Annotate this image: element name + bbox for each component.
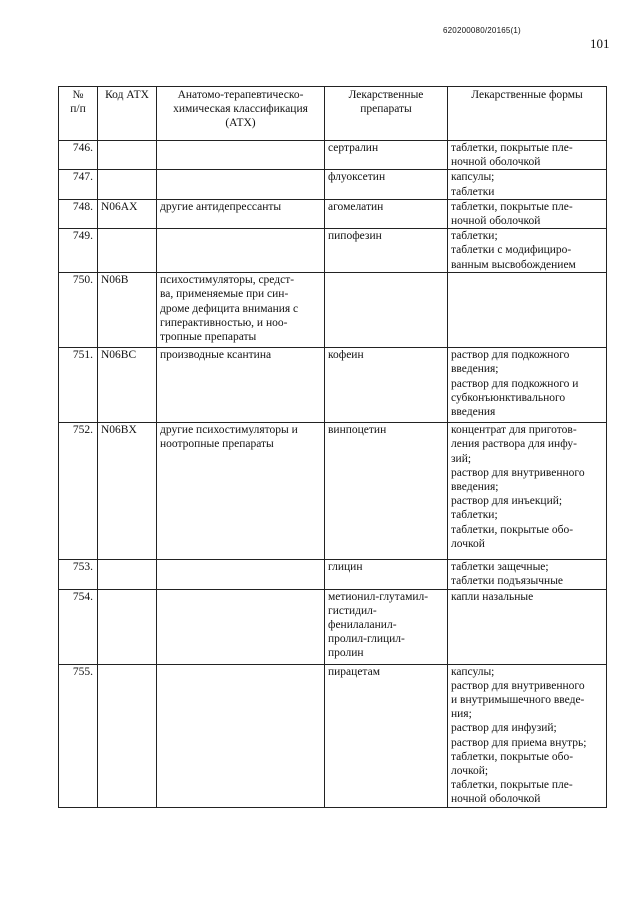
header-drugs: Лекарственные препараты (325, 87, 448, 141)
drug-classification-table (58, 86, 607, 808)
atc-class (157, 141, 325, 170)
row-number: 751. (59, 348, 98, 423)
dosage-forms: таблетки, покрытые пле- ночной оболочкой (448, 141, 607, 170)
dosage-forms: раствор для подкожного введения; раствор для подкожного и субконъюнктивального введения (448, 348, 607, 423)
document-id: 620200080/20165(1) (443, 26, 521, 35)
row-number: 749. (59, 229, 98, 273)
header-atc-classification: Анатомо-терапевтическо- химическая классификация (АТХ) (157, 87, 325, 141)
drug-name: кофеин (325, 348, 448, 423)
dosage-forms: капсулы; раствор для внутривенного и внутримышечного введе- ния; раствор для инфузий; раствор для приема внутрь; таблетки, покрытые обо- лочкой; таблетки, покрытые пле- ночной оболочкой (448, 664, 607, 807)
drug-name: глицин (325, 560, 448, 589)
row-number: 748. (59, 199, 98, 228)
table-row (59, 229, 607, 273)
header-atc-code: Код АТХ (98, 87, 157, 141)
dosage-forms: концентрат для приготов- ления раствора для инфу- зий; раствор для внутривенного введения; раствор для инъекций; таблетки; таблетки, покрытые обо- лочкой (448, 423, 607, 560)
page-number: 101 (590, 36, 610, 51)
atc-class (157, 589, 325, 664)
dosage-forms (448, 273, 607, 348)
drug-name: метионил-глутамил- гистидил- фенилаланил- пролил-глицил- пролин (325, 589, 448, 664)
row-number: 753. (59, 560, 98, 589)
table-row (59, 664, 607, 807)
drug-name: пирацетам (325, 664, 448, 807)
dosage-forms: таблетки, покрытые пле- ночной оболочкой (448, 199, 607, 228)
drug-name: агомелатин (325, 199, 448, 228)
drug-name: винпоцетин (325, 423, 448, 560)
dosage-forms: таблетки; таблетки с модифициро- ванным высвобождением (448, 229, 607, 273)
row-number: 752. (59, 423, 98, 560)
row-number: 747. (59, 170, 98, 199)
table-header-row (59, 87, 607, 141)
table-row (59, 273, 607, 348)
atc-class (157, 560, 325, 589)
atc-code (98, 589, 157, 664)
header-dosage-forms: Лекарственные формы (448, 87, 607, 141)
atc-code: N06AX (98, 199, 157, 228)
table-row (59, 589, 607, 664)
table-row (59, 348, 607, 423)
atc-code: N06BX (98, 423, 157, 560)
drug-name: пипофезин (325, 229, 448, 273)
drug-name: сертралин (325, 141, 448, 170)
row-number: 750. (59, 273, 98, 348)
drug-name (325, 273, 448, 348)
dosage-forms: капсулы; таблетки (448, 170, 607, 199)
atc-code (98, 664, 157, 807)
drug-name: флуоксетин (325, 170, 448, 199)
header-number: № п/п (59, 87, 98, 141)
dosage-forms: капли назальные (448, 589, 607, 664)
table-row (59, 560, 607, 589)
atc-class: производные ксантина (157, 348, 325, 423)
atc-class (157, 664, 325, 807)
table-row (59, 141, 607, 170)
atc-code: N06BC (98, 348, 157, 423)
atc-class (157, 170, 325, 199)
atc-code (98, 560, 157, 589)
dosage-forms: таблетки защечные; таблетки подъязычные (448, 560, 607, 589)
atc-class: другие антидепрессанты (157, 199, 325, 228)
row-number: 746. (59, 141, 98, 170)
atc-class: другие психостимуляторы и ноотропные препараты (157, 423, 325, 560)
row-number: 755. (59, 664, 98, 807)
atc-code (98, 170, 157, 199)
atc-class: психостимуляторы, средст- ва, применяемые при син- дроме дефицита внимания с гиперактивностью, и ноо- тропные препараты (157, 273, 325, 348)
atc-class (157, 229, 325, 273)
atc-code (98, 229, 157, 273)
atc-code: N06B (98, 273, 157, 348)
atc-code (98, 141, 157, 170)
table-row (59, 170, 607, 199)
table-row (59, 199, 607, 228)
table-row (59, 423, 607, 560)
row-number: 754. (59, 589, 98, 664)
